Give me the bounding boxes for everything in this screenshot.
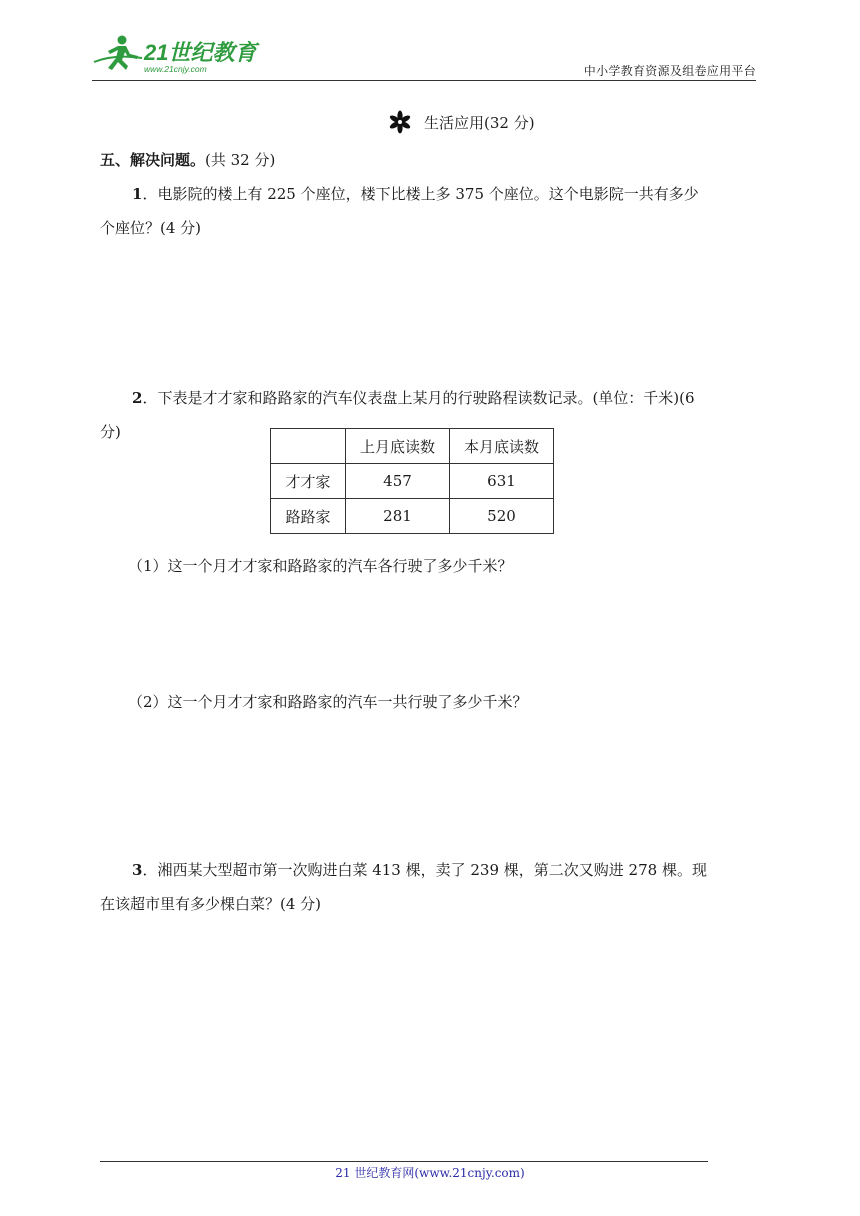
q3-line1: [132, 852, 707, 888]
flower-icon: [388, 110, 412, 134]
svg-text:21世纪教育: 21世纪教育: [144, 40, 257, 65]
table-row: [271, 464, 554, 499]
table-cell: 631: [450, 464, 554, 499]
q2-number: 2: [132, 389, 143, 407]
table-cell: 281: [346, 499, 450, 534]
q3-line2: 在该超市里有多少棵白菜？(4 分): [100, 895, 322, 913]
q2-sub1: （1）这一个月才才家和路路家的汽车各行驶了多少千米？: [128, 557, 513, 575]
table-header-cell: 本月底读数: [450, 429, 554, 464]
table-header-row: [271, 429, 554, 464]
q2-text: ．下表是才才家和路路家的汽车仪表盘上某月的行驶路程读数记录。(单位：千米)(6: [142, 389, 695, 407]
section-title: [388, 110, 535, 134]
footer-text: 21 世纪教育网(www.21cnjy.com): [335, 1166, 525, 1180]
q3-number: 3: [132, 861, 143, 879]
q1-number: 1: [132, 185, 143, 203]
mileage-table: [270, 428, 554, 534]
q1-text: ．电影院的楼上有 225 个座位，楼下比楼上多 375 个座位。这个电影院一共有多少: [142, 185, 699, 203]
q3-text: ．湘西某大型超市第一次购进白菜 413 棵，卖了 239 棵，第二次又购进 278 棵。现: [142, 861, 707, 879]
footer-divider: [100, 1161, 708, 1162]
q2-line1: [132, 380, 695, 416]
table-header-cell: [271, 429, 346, 464]
q2-line2: 分): [100, 423, 121, 441]
section-title-text: 生活应用(32 分): [424, 113, 535, 132]
page-header: [92, 32, 756, 78]
table-header-cell: 上月底读数: [346, 429, 450, 464]
q1-line1: [132, 176, 699, 212]
platform-name: 中小学教育资源及组卷应用平台: [583, 64, 756, 78]
part-heading-score: (共 32 分): [205, 151, 276, 169]
table-cell: 457: [346, 464, 450, 499]
part-heading-label: 五、解决问题。: [100, 151, 206, 169]
runner-icon: [94, 36, 142, 71]
logo: [92, 32, 262, 76]
part-heading: [100, 142, 275, 178]
table-cell: 才才家: [271, 464, 346, 499]
q1-line2: 个座位？(4 分): [100, 219, 202, 237]
table-cell: 路路家: [271, 499, 346, 534]
svg-text:www.21cnjy.com: www.21cnjy.com: [144, 64, 207, 74]
table-row: [271, 499, 554, 534]
table-cell: 520: [450, 499, 554, 534]
header-divider: [92, 80, 756, 81]
q2-sub2: （2）这一个月才才家和路路家的汽车一共行驶了多少千米？: [128, 693, 528, 711]
